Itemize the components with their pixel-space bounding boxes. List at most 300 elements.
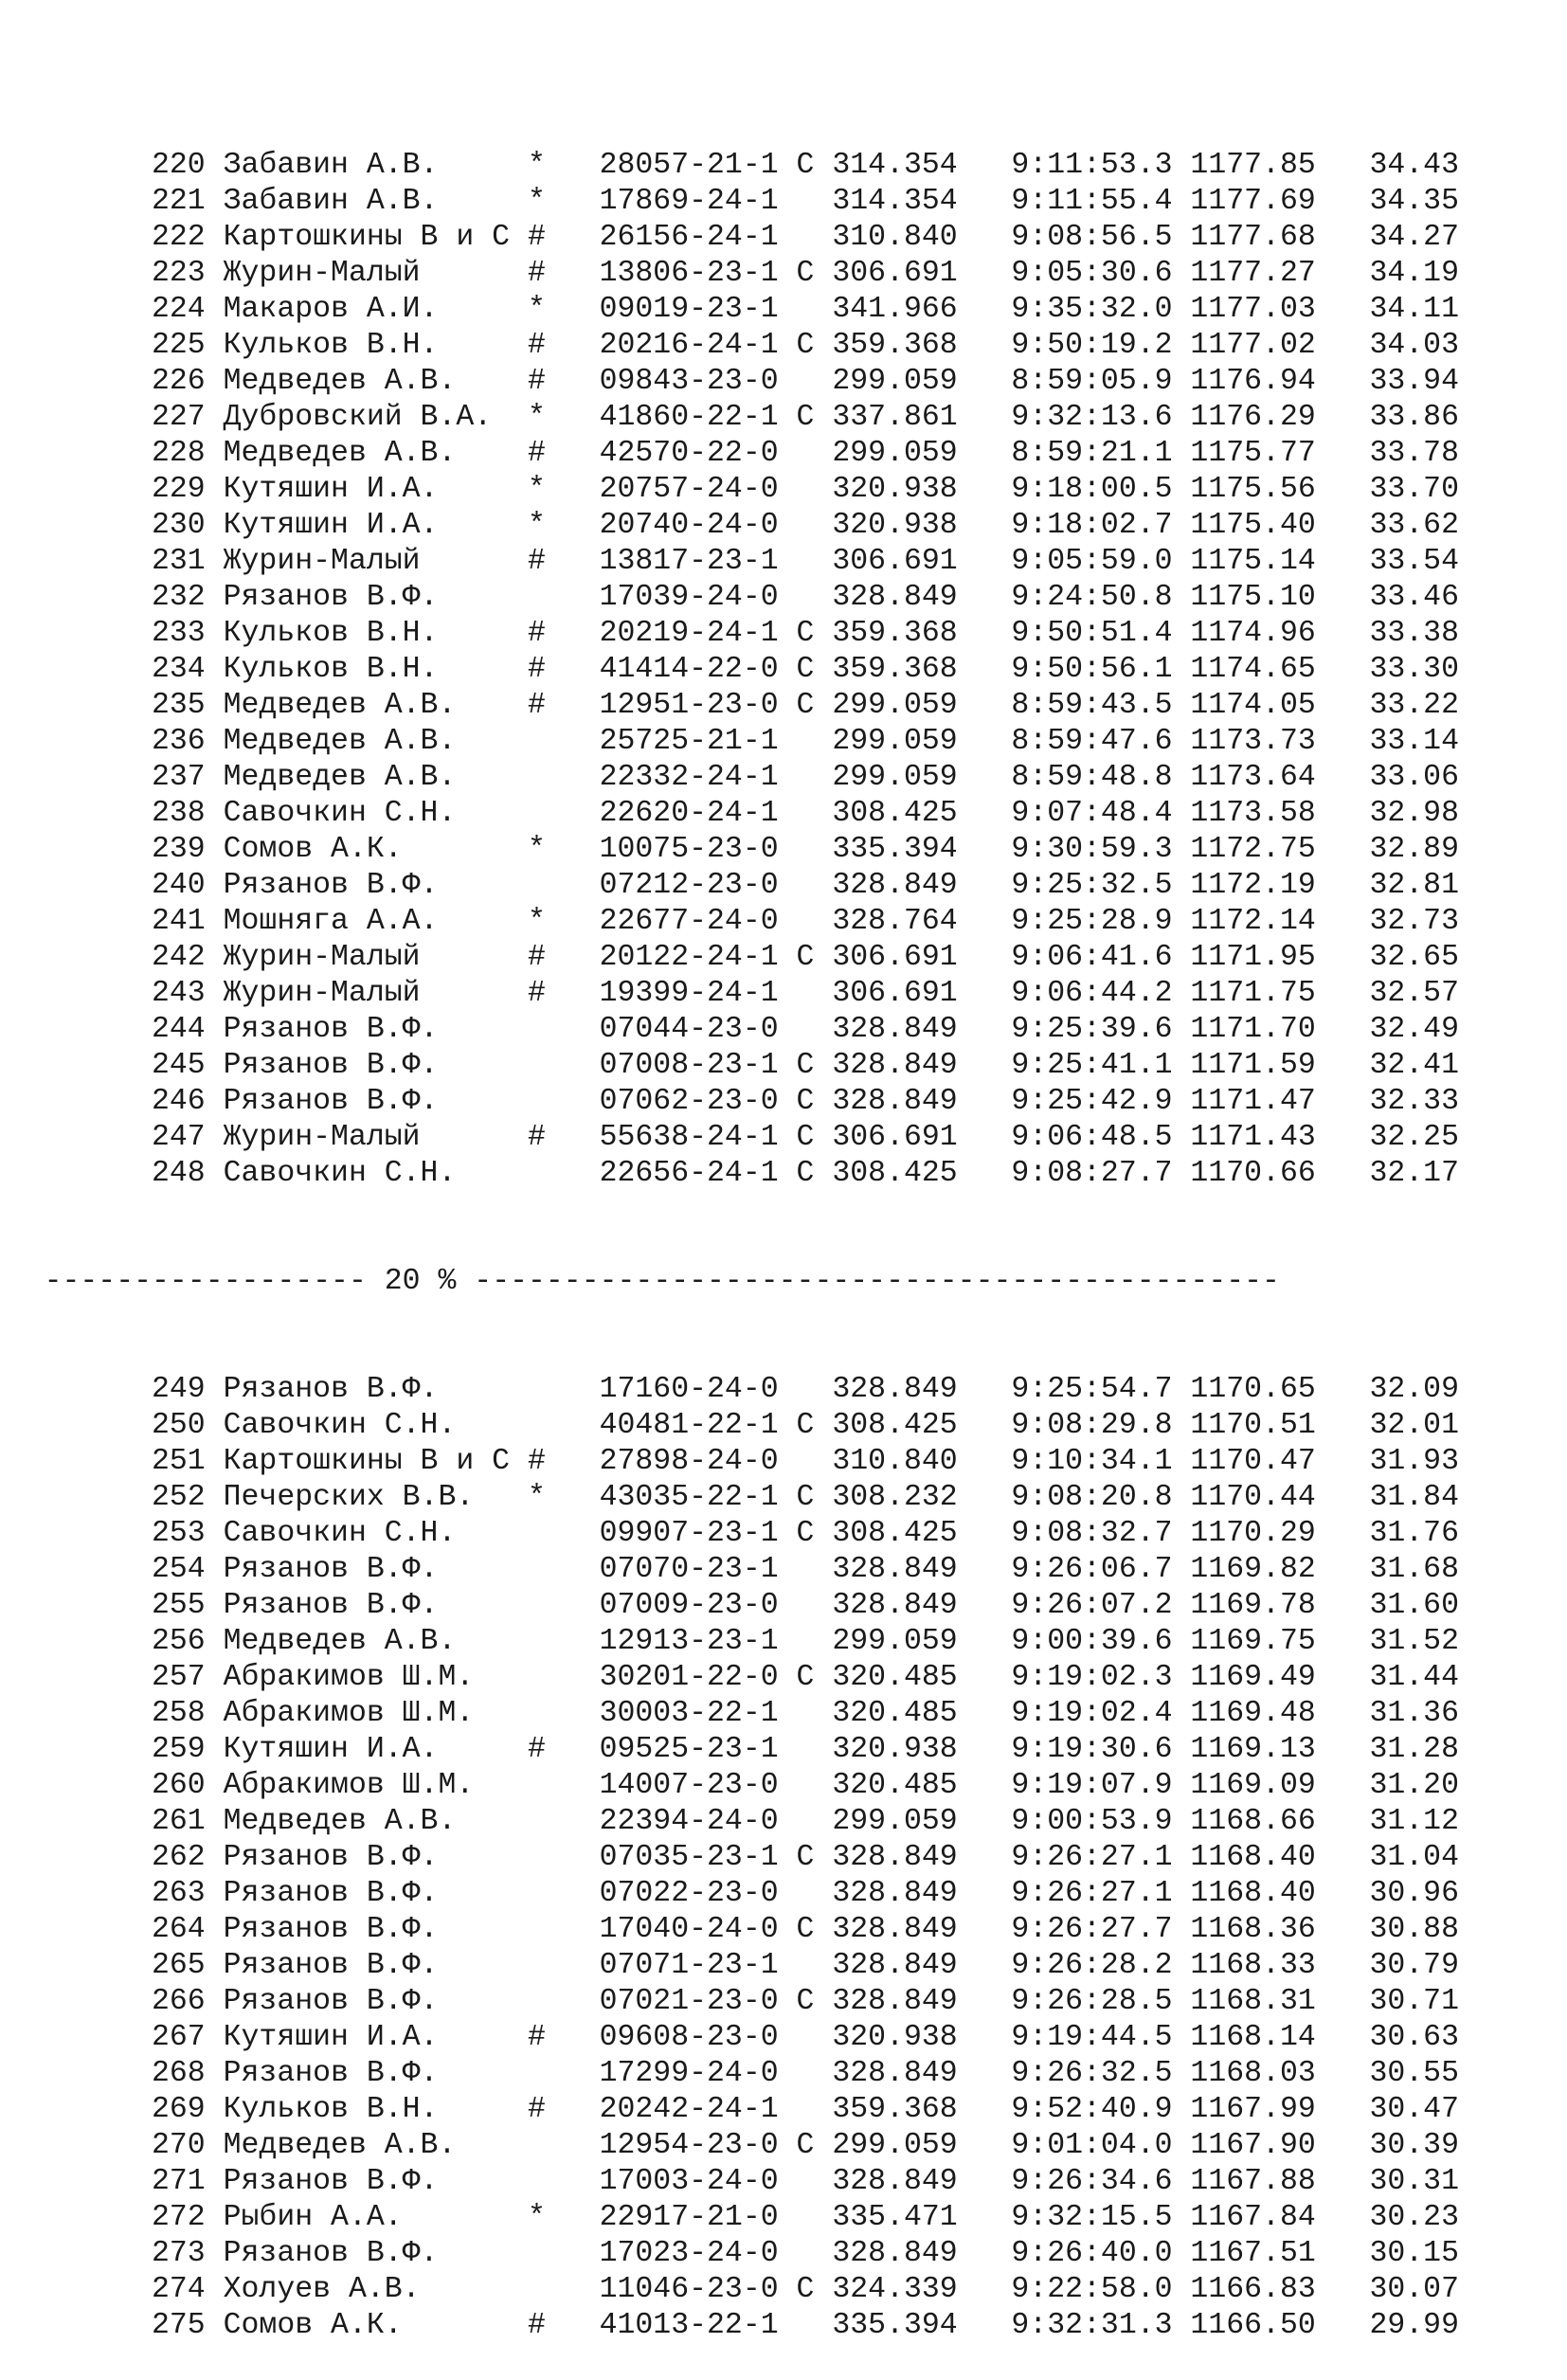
speed-cell: 1170.47	[1172, 1445, 1316, 1478]
time-cell: 9:26:27.1	[957, 1841, 1173, 1874]
place-cell: 258	[152, 1697, 206, 1730]
mark-cell	[510, 1157, 546, 1190]
ring-cell: 12913-23-1	[545, 1625, 779, 1658]
mark-cell	[510, 1877, 546, 1910]
table-row	[152, 1408, 1535, 1444]
table-row	[152, 1120, 1535, 1156]
place-cell: 264	[152, 1913, 206, 1946]
flag-cell	[779, 1553, 815, 1586]
flag-cell	[779, 797, 815, 830]
mark-cell: #	[510, 941, 546, 974]
flag-cell	[779, 869, 815, 902]
name-cell: Медведев А.В.	[205, 1805, 511, 1838]
place-cell: 225	[152, 329, 206, 362]
name-cell: Рязанов В.Ф.	[205, 1589, 511, 1622]
flag-cell: С	[778, 1661, 815, 1694]
distance-cell: 335.394	[814, 2309, 958, 2342]
points-cell: 34.43	[1315, 149, 1459, 182]
mark-cell	[510, 1373, 546, 1406]
distance-cell: 299.059	[814, 1805, 958, 1838]
time-cell: 9:05:59.0	[957, 545, 1173, 578]
place-cell: 245	[152, 1049, 206, 1082]
name-cell: Макаров А.И.	[205, 293, 511, 326]
points-cell: 30.88	[1315, 1913, 1459, 1946]
flag-cell: С	[778, 689, 815, 722]
points-cell: 31.28	[1315, 1733, 1459, 1766]
time-cell: 9:50:56.1	[957, 653, 1173, 686]
speed-cell: 1177.27	[1172, 257, 1316, 290]
table-row	[152, 2164, 1535, 2200]
name-cell: Абракимов Ш.М.	[205, 1769, 511, 1802]
place-cell: 237	[152, 761, 206, 794]
place-cell: 255	[152, 1589, 206, 1622]
mark-cell: *	[510, 293, 546, 326]
name-cell: Сомов А.К.	[205, 833, 511, 866]
table-row	[152, 1840, 1535, 1876]
speed-cell: 1174.96	[1172, 617, 1316, 650]
ring-cell: 41860-22-1	[545, 401, 779, 434]
time-cell: 9:25:28.9	[957, 905, 1173, 938]
time-cell: 9:52:40.9	[957, 2093, 1173, 2126]
ring-cell: 09843-23-0	[545, 365, 779, 398]
time-cell: 9:32:15.5	[957, 2201, 1173, 2234]
distance-cell: 328.849	[814, 1877, 958, 1910]
flag-cell	[779, 365, 815, 398]
name-cell: Забавин А.В.	[205, 185, 511, 218]
points-cell: 33.06	[1315, 761, 1459, 794]
speed-cell: 1170.65	[1172, 1373, 1316, 1406]
ring-cell: 40481-22-1	[545, 1409, 779, 1442]
time-cell: 9:30:59.3	[957, 833, 1173, 866]
ring-cell: 20242-24-1	[545, 2093, 779, 2126]
place-cell: 226	[152, 365, 206, 398]
flag-cell: С	[778, 2273, 815, 2306]
table-row	[152, 1480, 1535, 1516]
points-cell: 33.22	[1315, 689, 1459, 722]
ring-cell: 07070-23-1	[545, 1553, 779, 1586]
speed-cell: 1170.51	[1172, 1409, 1316, 1442]
points-cell: 32.09	[1315, 1373, 1459, 1406]
ring-cell: 09019-23-1	[545, 293, 779, 326]
place-cell: 223	[152, 257, 206, 290]
name-cell: Савочкин С.Н.	[205, 1157, 511, 1190]
table-row	[152, 1012, 1535, 1048]
flag-cell	[779, 1013, 815, 1046]
time-cell: 9:10:34.1	[957, 1445, 1173, 1478]
time-cell: 9:06:41.6	[957, 941, 1173, 974]
table-row	[152, 832, 1535, 868]
flag-cell	[779, 1697, 815, 1730]
time-cell: 9:26:07.2	[957, 1589, 1173, 1622]
distance-cell: 320.938	[814, 2021, 958, 2054]
points-cell: 32.25	[1315, 1121, 1459, 1154]
points-cell: 32.41	[1315, 1049, 1459, 1082]
points-cell: 32.01	[1315, 1409, 1459, 1442]
table-row	[152, 2128, 1535, 2164]
distance-cell: 335.471	[814, 2201, 958, 2234]
ring-cell: 14007-23-0	[545, 1769, 779, 1802]
ring-cell: 19399-24-1	[545, 977, 779, 1010]
speed-cell: 1167.88	[1172, 2165, 1316, 2198]
time-cell: 9:08:20.8	[957, 1481, 1173, 1514]
time-cell: 8:59:48.8	[957, 761, 1173, 794]
time-cell: 9:26:27.1	[957, 1877, 1173, 1910]
mark-cell: #	[510, 977, 546, 1010]
distance-cell: 328.764	[814, 905, 958, 938]
speed-cell: 1168.33	[1172, 1949, 1316, 1982]
name-cell: Рязанов В.Ф.	[205, 1949, 511, 1982]
ring-cell: 17023-24-0	[545, 2237, 779, 2270]
time-cell: 9:06:44.2	[957, 977, 1173, 1010]
points-cell: 32.73	[1315, 905, 1459, 938]
name-cell: Печерских В.В.	[205, 1481, 511, 1514]
time-cell: 9:26:06.7	[957, 1553, 1173, 1586]
distance-cell: 359.368	[814, 329, 958, 362]
name-cell: Савочкин С.Н.	[205, 797, 511, 830]
place-cell: 242	[152, 941, 206, 974]
speed-cell: 1168.31	[1172, 1985, 1316, 2018]
distance-cell: 320.485	[814, 1769, 958, 1802]
flag-cell: С	[778, 1481, 815, 1514]
name-cell: Журин-Малый	[205, 1121, 511, 1154]
mark-cell: *	[510, 149, 546, 182]
mark-cell	[510, 1517, 546, 1550]
mark-cell	[510, 1013, 546, 1046]
mark-cell	[510, 581, 546, 614]
distance-cell: 328.849	[814, 581, 958, 614]
time-cell: 9:25:39.6	[957, 1013, 1173, 1046]
place-cell: 252	[152, 1481, 206, 1514]
table-row	[152, 2056, 1535, 2092]
time-cell: 9:25:42.9	[957, 1085, 1173, 1118]
place-cell: 250	[152, 1409, 206, 1442]
ring-cell: 17040-24-0	[545, 1913, 779, 1946]
ring-cell: 20122-24-1	[545, 941, 779, 974]
flag-cell: С	[778, 257, 815, 290]
time-cell: 9:19:02.3	[957, 1661, 1173, 1694]
speed-cell: 1168.14	[1172, 2021, 1316, 2054]
time-cell: 9:26:27.7	[957, 1913, 1173, 1946]
distance-cell: 299.059	[814, 725, 958, 758]
flag-cell	[779, 2237, 815, 2270]
time-cell: 9:08:32.7	[957, 1517, 1173, 1550]
ring-cell: 07071-23-1	[545, 1949, 779, 1982]
name-cell: Журин-Малый	[205, 977, 511, 1010]
points-cell: 30.07	[1315, 2273, 1459, 2306]
ring-cell: 17869-24-1	[545, 185, 779, 218]
table-row	[152, 148, 1535, 184]
place-cell: 261	[152, 1805, 206, 1838]
points-cell: 32.89	[1315, 833, 1459, 866]
ring-cell: 07009-23-0	[545, 1589, 779, 1622]
time-cell: 9:26:32.5	[957, 2057, 1173, 2090]
place-cell: 247	[152, 1121, 206, 1154]
ring-cell: 07008-23-1	[545, 1049, 779, 1082]
name-cell: Дубровский В.А.	[205, 401, 511, 434]
table-row	[152, 796, 1535, 832]
mark-cell	[510, 1589, 546, 1622]
flag-cell: С	[778, 1517, 815, 1550]
place-cell: 275	[152, 2309, 206, 2342]
ring-cell: 22917-21-0	[545, 2201, 779, 2234]
ring-cell: 20216-24-1	[545, 329, 779, 362]
name-cell: Савочкин С.Н.	[205, 1517, 511, 1550]
flag-cell	[779, 2093, 815, 2126]
distance-cell: 306.691	[814, 1121, 958, 1154]
distance-cell: 328.849	[814, 2165, 958, 2198]
distance-cell: 328.849	[814, 1949, 958, 1982]
points-cell: 31.93	[1315, 1445, 1459, 1478]
points-cell: 33.46	[1315, 581, 1459, 614]
points-cell: 32.98	[1315, 797, 1459, 830]
time-cell: 9:26:28.2	[957, 1949, 1173, 1982]
place-cell: 244	[152, 1013, 206, 1046]
name-cell: Медведев А.В.	[205, 761, 511, 794]
speed-cell: 1170.29	[1172, 1517, 1316, 1550]
table-row	[152, 1372, 1535, 1408]
mark-cell	[510, 1913, 546, 1946]
flag-cell: С	[778, 1049, 815, 1082]
flag-cell: С	[778, 617, 815, 650]
name-cell: Кульков В.Н.	[205, 2093, 511, 2126]
mark-cell: #	[510, 221, 546, 254]
place-cell: 274	[152, 2273, 206, 2306]
table-row	[152, 1516, 1535, 1552]
name-cell: Забавин А.В.	[205, 149, 511, 182]
ring-cell: 07022-23-0	[545, 1877, 779, 1910]
place-cell: 259	[152, 1733, 206, 1766]
name-cell: Рязанов В.Ф.	[205, 581, 511, 614]
table-row	[152, 976, 1535, 1012]
speed-cell: 1176.94	[1172, 365, 1316, 398]
table-row	[152, 292, 1535, 328]
points-cell: 30.96	[1315, 1877, 1459, 1910]
ring-cell: 42570-22-0	[545, 437, 779, 470]
speed-cell: 1170.44	[1172, 1481, 1316, 1514]
ring-cell: 07035-23-1	[545, 1841, 779, 1874]
ring-cell: 07021-23-0	[545, 1985, 779, 2018]
mark-cell: *	[510, 2201, 546, 2234]
ring-cell: 07212-23-0	[545, 869, 779, 902]
mark-cell	[510, 1661, 546, 1694]
place-cell: 273	[152, 2237, 206, 2270]
ring-cell: 20219-24-1	[545, 617, 779, 650]
points-cell: 30.15	[1315, 2237, 1459, 2270]
points-cell: 34.35	[1315, 185, 1459, 218]
flag-cell	[779, 473, 815, 506]
flag-cell	[779, 1877, 815, 1910]
distance-cell: 328.849	[814, 1013, 958, 1046]
points-cell: 30.63	[1315, 2021, 1459, 2054]
points-cell: 30.55	[1315, 2057, 1459, 2090]
distance-cell: 306.691	[814, 941, 958, 974]
name-cell: Рязанов В.Ф.	[205, 2237, 511, 2270]
table-row	[152, 364, 1535, 400]
flag-cell: С	[778, 149, 815, 182]
ring-cell: 22656-24-1	[545, 1157, 779, 1190]
name-cell: Рязанов В.Ф.	[205, 1985, 511, 2018]
flag-cell	[779, 905, 815, 938]
distance-cell: 308.425	[814, 797, 958, 830]
distance-cell: 320.485	[814, 1697, 958, 1730]
mark-cell	[510, 1625, 546, 1658]
time-cell: 9:01:04.0	[957, 2129, 1173, 2162]
flag-cell	[779, 2021, 815, 2054]
place-cell: 240	[152, 869, 206, 902]
speed-cell: 1174.05	[1172, 689, 1316, 722]
name-cell: Рязанов В.Ф.	[205, 869, 511, 902]
name-cell: Рязанов В.Ф.	[205, 1841, 511, 1874]
flag-cell: С	[778, 1985, 815, 2018]
speed-cell: 1168.66	[1172, 1805, 1316, 1838]
mark-cell	[510, 1553, 546, 1586]
table-row	[152, 868, 1535, 904]
distance-cell: 328.849	[814, 1985, 958, 2018]
name-cell: Рыбин А.А.	[205, 2201, 511, 2234]
flag-cell	[779, 2201, 815, 2234]
mark-cell	[510, 2129, 546, 2162]
mark-cell: *	[510, 509, 546, 542]
speed-cell: 1169.13	[1172, 1733, 1316, 1766]
place-cell: 232	[152, 581, 206, 614]
mark-cell	[510, 1841, 546, 1874]
ring-cell: 20740-24-0	[545, 509, 779, 542]
speed-cell: 1167.51	[1172, 2237, 1316, 2270]
name-cell: Медведев А.В.	[205, 725, 511, 758]
ring-cell: 17299-24-0	[545, 2057, 779, 2090]
mark-cell: #	[510, 365, 546, 398]
place-cell: 227	[152, 401, 206, 434]
mark-cell	[510, 1697, 546, 1730]
speed-cell: 1177.03	[1172, 293, 1316, 326]
speed-cell: 1173.73	[1172, 725, 1316, 758]
points-cell: 30.79	[1315, 1949, 1459, 1982]
points-cell: 31.44	[1315, 1661, 1459, 1694]
distance-cell: 324.339	[814, 2273, 958, 2306]
place-cell: 233	[152, 617, 206, 650]
ring-cell: 12951-23-0	[545, 689, 779, 722]
time-cell: 9:32:31.3	[957, 2309, 1173, 2342]
table-row	[152, 616, 1535, 652]
place-cell: 228	[152, 437, 206, 470]
distance-cell: 328.849	[814, 869, 958, 902]
name-cell: Кутяшин И.А.	[205, 509, 511, 542]
speed-cell: 1169.82	[1172, 1553, 1316, 1586]
mark-cell: #	[510, 1733, 546, 1766]
table-row	[152, 940, 1535, 976]
time-cell: 8:59:21.1	[957, 437, 1173, 470]
name-cell: Савочкин С.Н.	[205, 1409, 511, 1442]
points-cell: 32.33	[1315, 1085, 1459, 1118]
time-cell: 9:07:48.4	[957, 797, 1173, 830]
ring-cell: 17160-24-0	[545, 1373, 779, 1406]
speed-cell: 1169.49	[1172, 1661, 1316, 1694]
name-cell: Кутяшин И.А.	[205, 1733, 511, 1766]
place-cell: 270	[152, 2129, 206, 2162]
table-row	[152, 1876, 1535, 1912]
separator-right-dashes: ---------------------------------------------	[456, 1265, 1280, 1298]
distance-cell: 308.425	[814, 1409, 958, 1442]
points-cell: 32.17	[1315, 1157, 1459, 1190]
table-row	[152, 652, 1535, 688]
flag-cell: С	[778, 1913, 815, 1946]
speed-cell: 1167.84	[1172, 2201, 1316, 2234]
place-cell: 257	[152, 1661, 206, 1694]
table-row	[152, 1444, 1535, 1480]
table-row	[152, 1912, 1535, 1948]
time-cell: 9:18:02.7	[957, 509, 1173, 542]
flag-cell	[779, 185, 815, 218]
time-cell: 9:19:07.9	[957, 1769, 1173, 1802]
time-cell: 9:25:54.7	[957, 1373, 1173, 1406]
time-cell: 9:00:53.9	[957, 1805, 1173, 1838]
ring-cell: 55638-24-1	[545, 1121, 779, 1154]
time-cell: 9:05:30.6	[957, 257, 1173, 290]
points-cell: 31.52	[1315, 1625, 1459, 1658]
time-cell: 8:59:05.9	[957, 365, 1173, 398]
table-row	[152, 400, 1535, 436]
distance-cell: 320.485	[814, 1661, 958, 1694]
name-cell: Рязанов В.Ф.	[205, 1013, 511, 1046]
speed-cell: 1172.14	[1172, 905, 1316, 938]
place-cell: 241	[152, 905, 206, 938]
distance-cell: 335.394	[814, 833, 958, 866]
time-cell: 9:25:41.1	[957, 1049, 1173, 1082]
distance-cell: 337.861	[814, 401, 958, 434]
ring-cell: 30201-22-0	[545, 1661, 779, 1694]
flag-cell: С	[778, 2129, 815, 2162]
place-cell: 234	[152, 653, 206, 686]
name-cell: Картошкины В и С	[205, 1445, 511, 1478]
flag-cell	[779, 509, 815, 542]
points-cell: 30.71	[1315, 1985, 1459, 2018]
table-row	[152, 1732, 1535, 1768]
speed-cell: 1169.09	[1172, 1769, 1316, 1802]
points-cell: 30.23	[1315, 2201, 1459, 2234]
speed-cell: 1175.14	[1172, 545, 1316, 578]
ring-cell: 20757-24-0	[545, 473, 779, 506]
speed-cell: 1169.78	[1172, 1589, 1316, 1622]
place-cell: 265	[152, 1949, 206, 1982]
flag-cell	[779, 1769, 815, 1802]
points-cell: 30.31	[1315, 2165, 1459, 2198]
name-cell: Рязанов В.Ф.	[205, 1085, 511, 1118]
ring-cell: 22332-24-1	[545, 761, 779, 794]
place-cell: 239	[152, 833, 206, 866]
table-row	[152, 2236, 1535, 2272]
table-row	[152, 1768, 1535, 1804]
ring-cell: 41414-22-0	[545, 653, 779, 686]
name-cell: Медведев А.В.	[205, 2129, 511, 2162]
table-row	[152, 1588, 1535, 1624]
distance-cell: 359.368	[814, 617, 958, 650]
ring-cell: 07062-23-0	[545, 1085, 779, 1118]
flag-cell: С	[778, 1841, 815, 1874]
ring-cell: 22394-24-0	[545, 1805, 779, 1838]
name-cell: Картошкины В и С	[205, 221, 511, 254]
points-cell: 33.86	[1315, 401, 1459, 434]
name-cell: Абракимов Ш.М.	[205, 1661, 511, 1694]
flag-cell: С	[778, 1085, 815, 1118]
time-cell: 9:08:27.7	[957, 1157, 1173, 1190]
table-row	[152, 508, 1535, 544]
mark-cell: #	[510, 329, 546, 362]
mark-cell	[510, 869, 546, 902]
table-row	[152, 1804, 1535, 1840]
place-cell: 230	[152, 509, 206, 542]
separator-label: 20 %	[384, 1265, 457, 1298]
table-row	[152, 760, 1535, 796]
